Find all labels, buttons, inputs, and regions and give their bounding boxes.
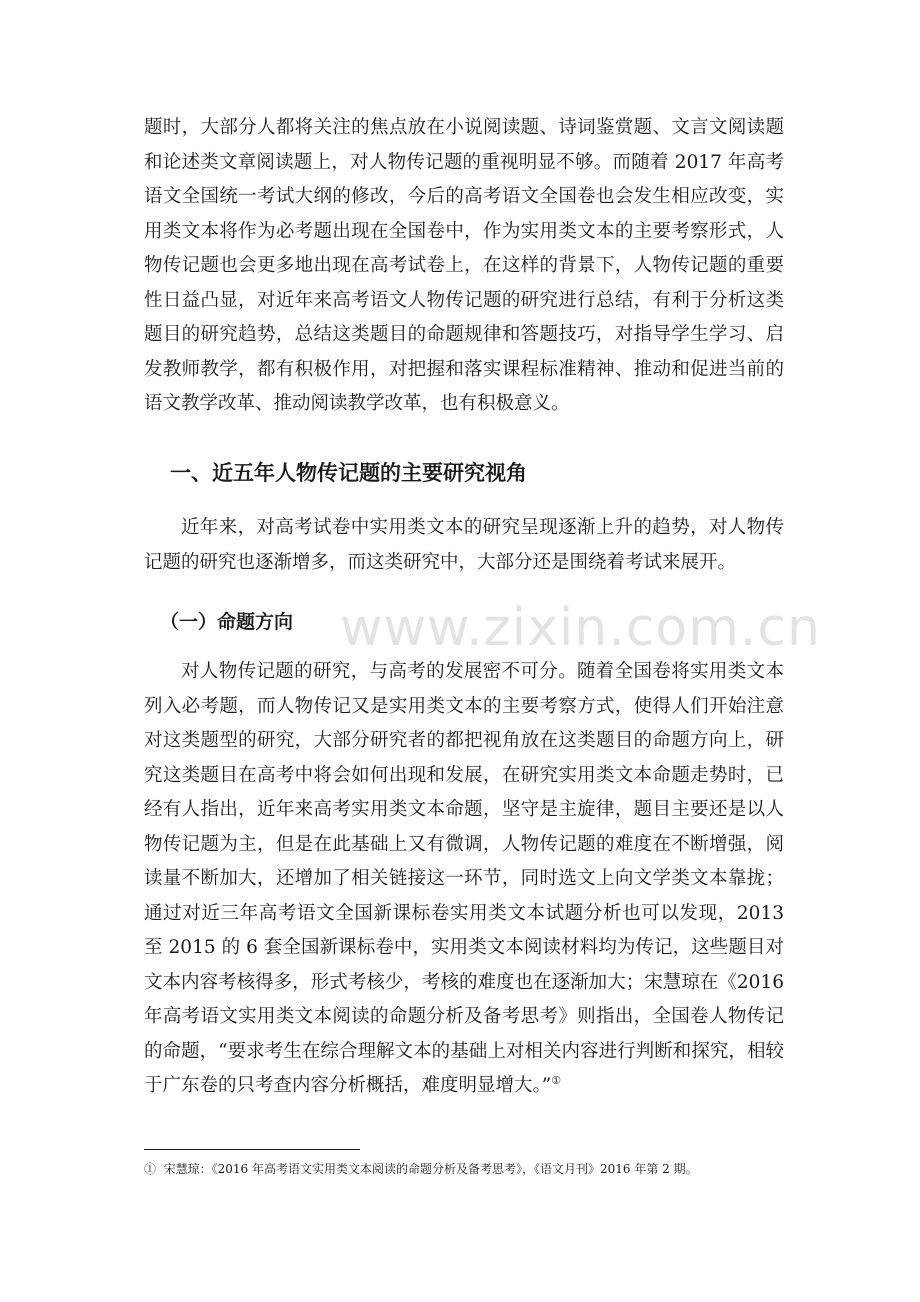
footnote — [144, 1160, 804, 1178]
paragraph-proposition — [144, 655, 784, 1104]
footnote-text: 宋慧琼：《2016 年高考语文实用类文本阅读的命题分析及备考思考》，《语文月刊》2016 年第 2 期。 — [163, 1162, 698, 1176]
footnote-marker: ① — [144, 1162, 157, 1176]
footnote-reference[interactable]: ① — [551, 1073, 562, 1087]
watermark: www.zixin.com.cn — [340, 598, 821, 658]
paragraph-intro: 题时，大部分人都将关注的焦点放在小说阅读题、诗词鉴赏题、文言文阅读题和论述类文章阅读题上，对人物传记题的重视明显不够。而随着 2017 年高考语文全国统一考试大纲的修改，今后的高考语文全国卷也会发生相应改变，实用类文本将作为必考题出现在全国卷中，作为实用类文本的主要考察形式，人物传记题也会更多地出现在高考试卷上，在这样的背景下，人物传记题的重要性日益凸显，对近年来高考语文人物传记题的研究进行总结，有利于分析这类题目的研究趋势，总结这类题目的命题规律和答题技巧，对指导学生学习、启发教师教学，都有积极作用，对把握和落实课程标准精神、推动和促进当前的语文教学改革、推动阅读教学改革，也有积极意义。 — [144, 117, 784, 414]
footnote-divider — [144, 1149, 360, 1150]
subsection-heading: （一）命题方向 — [160, 611, 294, 633]
section-heading: 一、近五年人物传记题的主要研究视角 — [170, 461, 527, 485]
paragraph-proposition-text: 对人物传记题的研究，与高考的发展密不可分。随着全国卷将实用类文本列入必考题，而人物传记又是实用类文本的主要考察方式，使得人们开始注意对这类题型的研究，大部分研究者的都把视角放在这类题目的命题方向上，研究这类题目在高考中将会如何出现和发展，在研究实用类文本命题走势时，已经有人指出，近年来高考实用类文本命题，坚守是主旋律，题目主要还是以人物传记题为主，但是在此基础上又有微调，人物传记题的难度在不断增强，阅读量不断加大，还增加了相关链接这一环节，同时选文上向文学类文本靠拢；通过对近三年高考语文全国新课标卷实用类文本试题分析也可以发现，2013 至 2015 的 6 套全国新课标卷中，实用类文本阅读材料均为传记，这些题目对文本内容考核得多，形式考核少，考核的难度也在逐渐加大；宋慧琼在《2016 年高考语文实用类文本阅读的命题分析及备考思考》则指出，全国卷人物传记的命题，“要求考生在综合理解文本的基础上对相关内容进行判断和探究，相较于广东卷的只考查内容分析概括，难度明显增大。” — [144, 661, 784, 1096]
paragraph-section-intro: 近年来，对高考试卷中实用类文本的研究呈现逐渐上升的趋势，对人物传记题的研究也逐渐增多，而这类研究中，大部分还是围绕着考试来展开。 — [144, 517, 784, 573]
